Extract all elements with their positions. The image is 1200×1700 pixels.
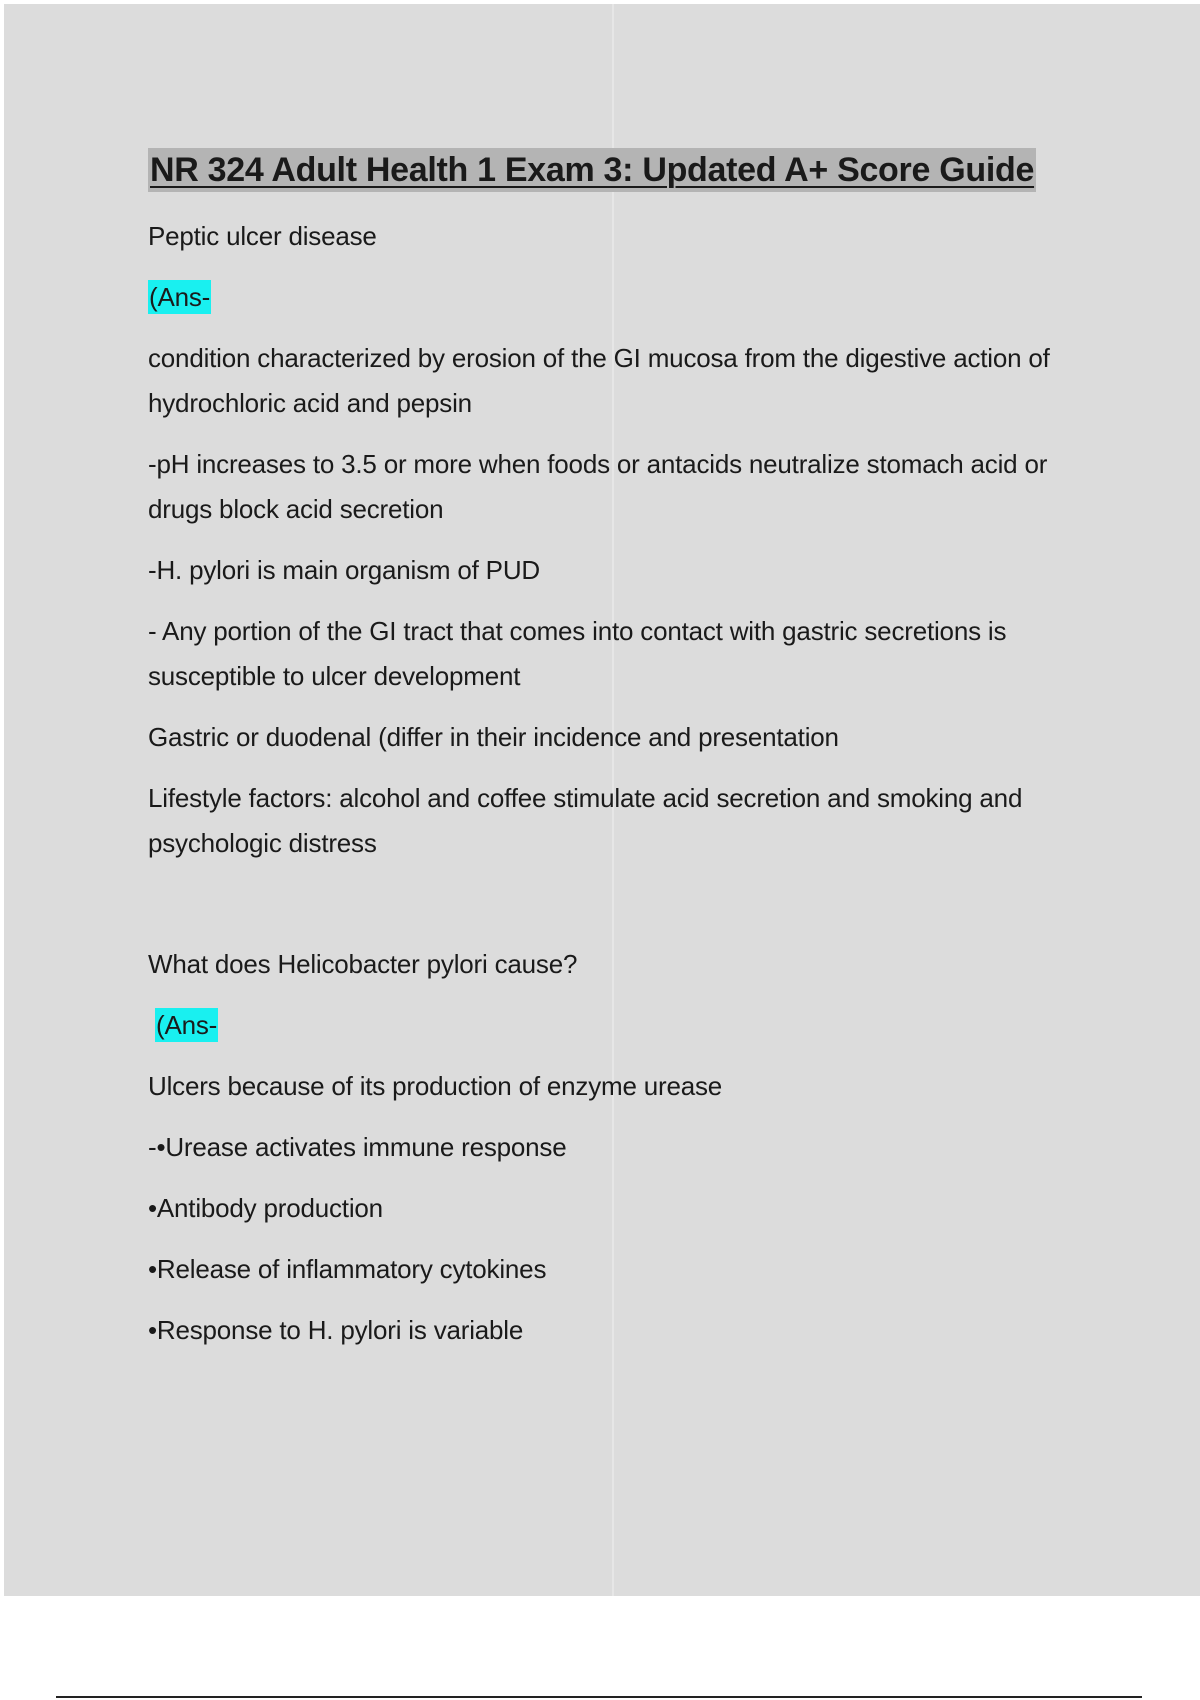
- footer-rule: [56, 1696, 1142, 1698]
- section-gap: [148, 882, 1088, 942]
- answer-marker-paragraph: [148, 275, 1088, 320]
- answer-marker-paragraph: [148, 1003, 1088, 1048]
- document-content: [148, 148, 1088, 1369]
- answer-line: - Any portion of the GI tract that comes into contact with gastric secretions is susceptible to ulcer development: [148, 616, 1007, 691]
- answer-line: Lifestyle factors: alcohol and coffee stimulate acid secretion and smoking and psychologic distress: [148, 783, 1023, 858]
- answer-line: •Release of inflammatory cytokines: [148, 1254, 547, 1284]
- question-text: What does Helicobacter pylori cause?: [148, 949, 578, 979]
- answer-line: -H. pylori is main organism of PUD: [148, 555, 540, 585]
- answer-line: -pH increases to 3.5 or more when foods or antacids neutralize stomach acid or drugs block acid secretion: [148, 449, 1048, 524]
- answer-line: •Response to H. pylori is variable: [148, 1315, 524, 1345]
- answer-line: Ulcers because of its production of enzyme urease: [148, 1071, 723, 1101]
- answer-highlight: (Ans-: [156, 1010, 218, 1040]
- answer-line: condition characterized by erosion of the GI mucosa from the digestive action of hydrochloric acid and pepsin: [148, 343, 1050, 418]
- answer-line: -•Urease activates immune response: [148, 1132, 567, 1162]
- document-title: NR 324 Adult Health 1 Exam 3: Updated A+ Score Guide: [148, 148, 1036, 192]
- answer-highlight: (Ans-: [149, 282, 211, 312]
- answer-line: Gastric or duodenal (differ in their incidence and presentation: [148, 722, 839, 752]
- question-text: Peptic ulcer disease: [148, 221, 377, 251]
- answer-line: •Antibody production: [148, 1193, 383, 1223]
